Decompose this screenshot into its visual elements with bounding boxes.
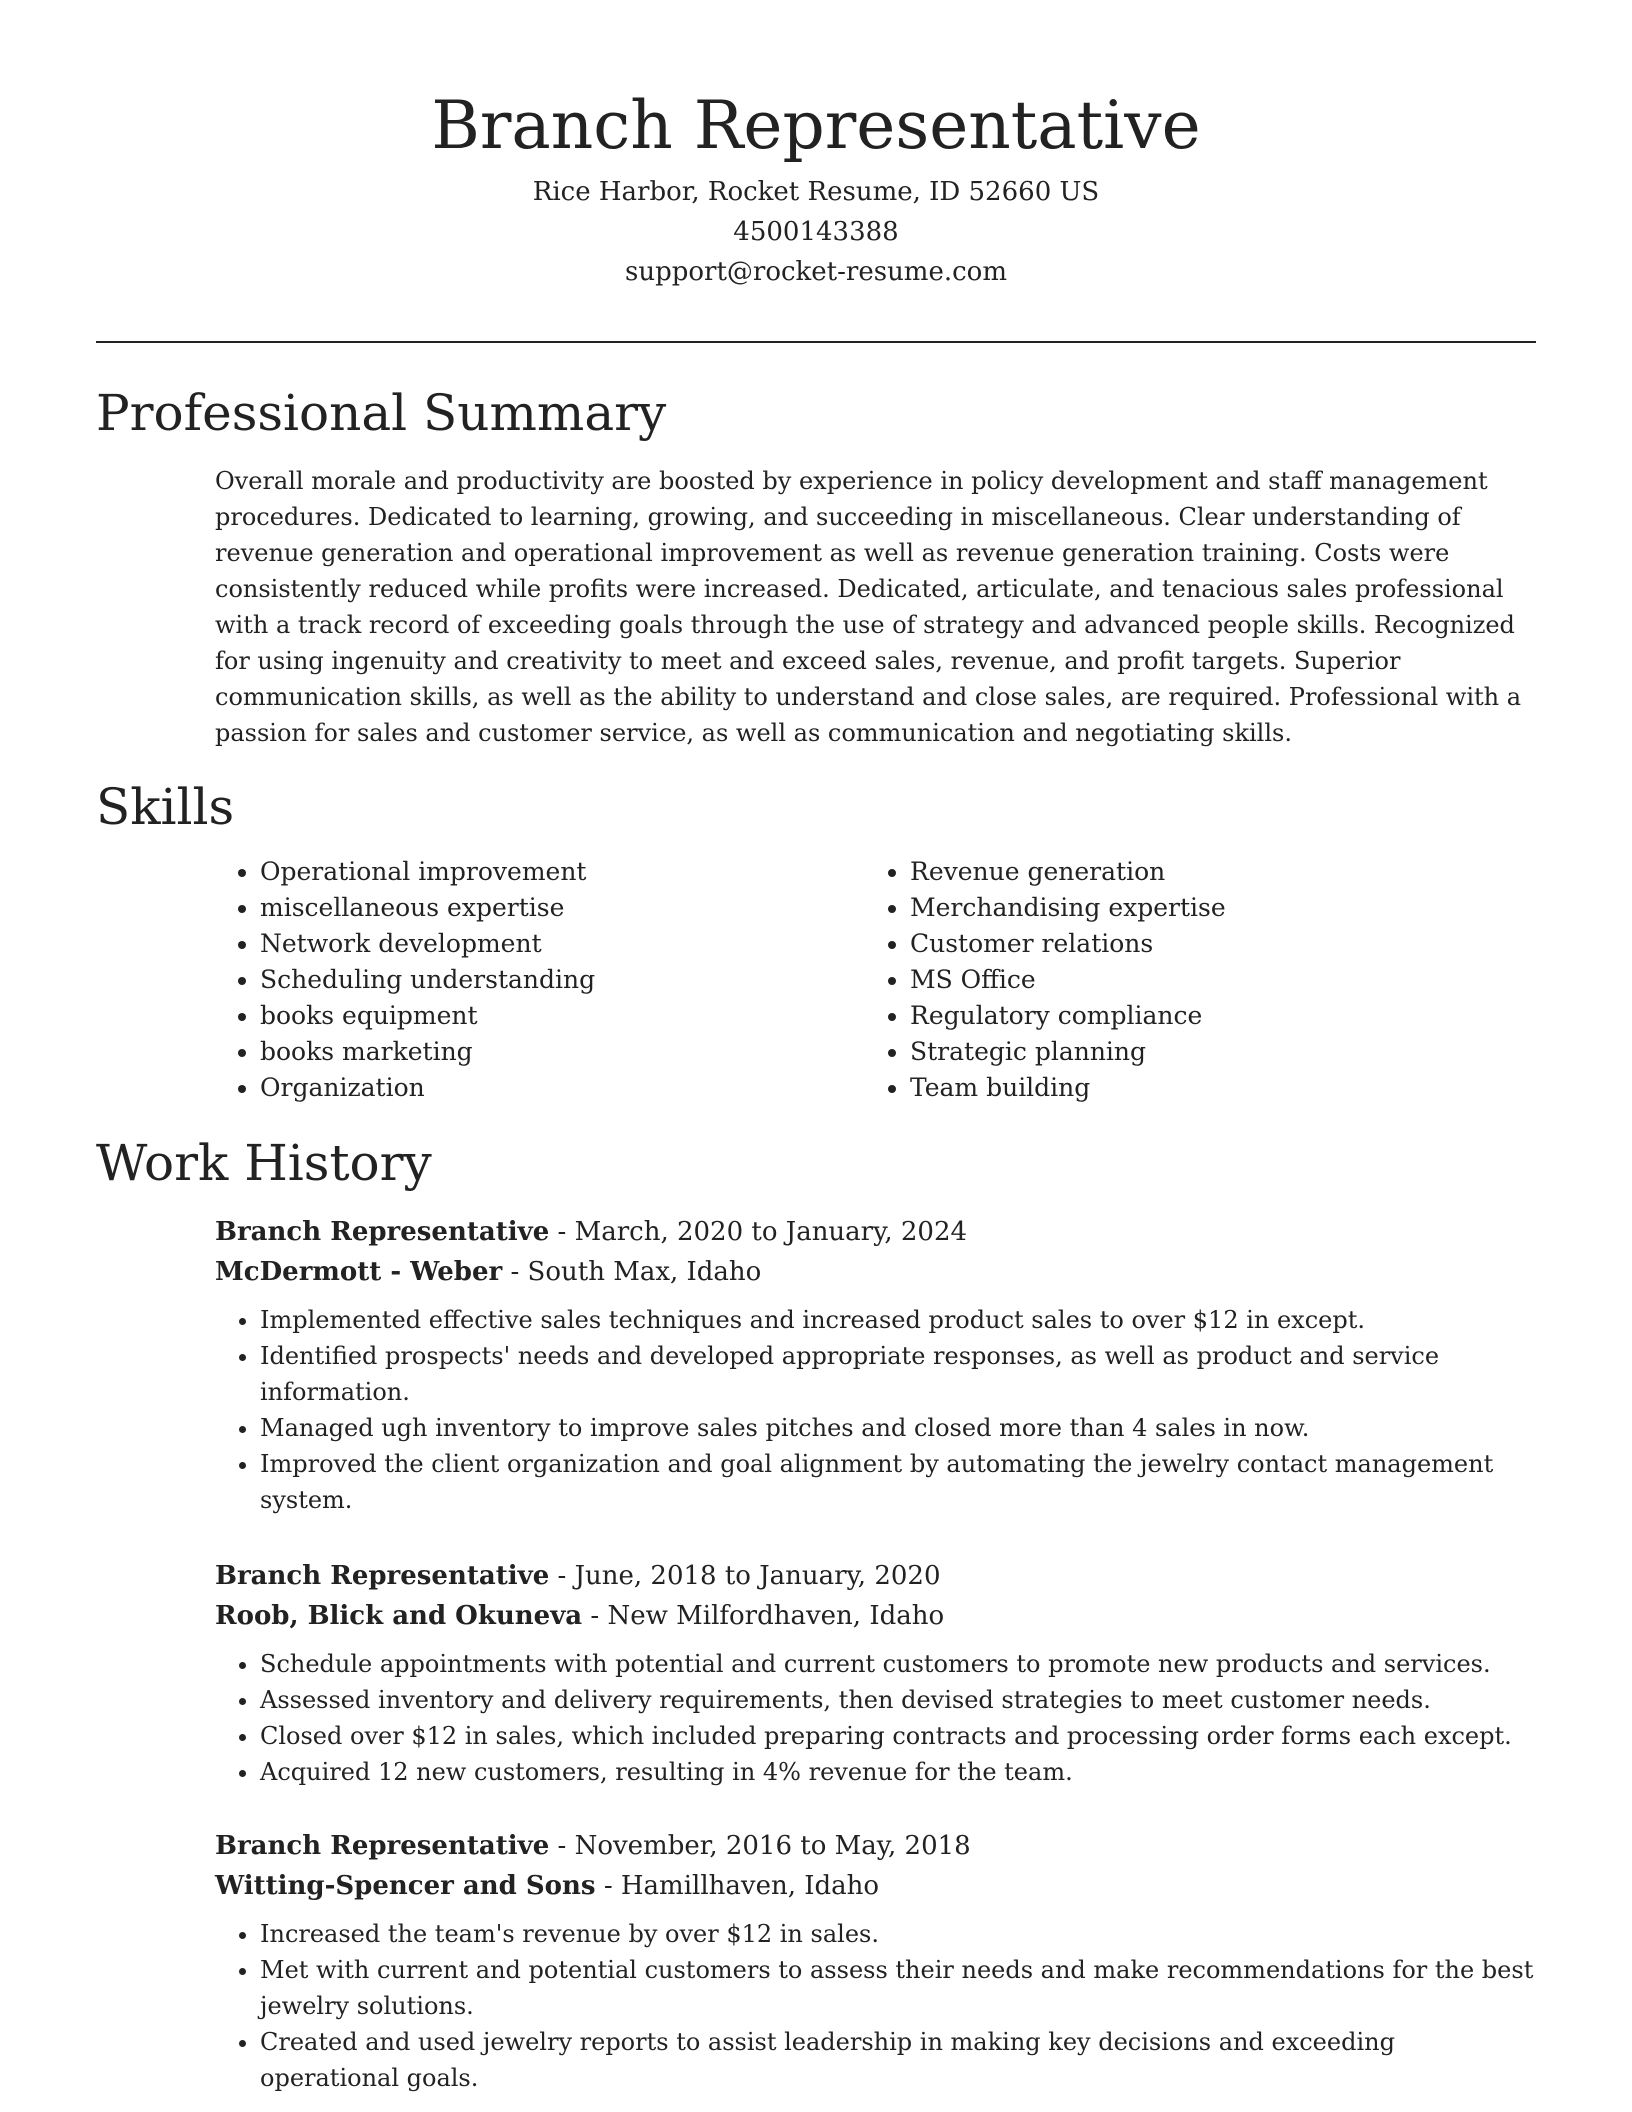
job-company-line <box>215 1596 1540 1636</box>
skill-item: • books marketing <box>260 1034 880 1070</box>
skill-item: • Network development <box>260 926 880 962</box>
header-divider <box>96 341 1536 343</box>
job-bullet: • Met with current and potential customers to assess their needs and make recommendations for the best jewelry solutions. <box>260 1952 1540 2024</box>
skill-item: • Strategic planning <box>910 1034 1530 1070</box>
job-entry <box>215 1212 1540 1518</box>
skill-item: • MS Office <box>910 962 1530 998</box>
job-title-line <box>215 1826 1540 1866</box>
job-title-line <box>215 1556 1540 1596</box>
job-title-line <box>215 1212 1540 1252</box>
job-bullet: • Improved the client organization and goal alignment by automating the jewelry contact management system. <box>260 1446 1540 1518</box>
job-role: Branch Representative <box>215 1217 550 1247</box>
skills-heading: Skills <box>96 778 235 836</box>
job-bullets <box>215 1916 1540 2096</box>
job-bullet: • Closed over $12 in sales, which included preparing contracts and processing order forms each except. <box>260 1718 1540 1754</box>
job-company: Witting-Spencer and Sons <box>215 1871 596 1901</box>
job-bullet: • Schedule appointments with potential and current customers to promote new products and services. <box>260 1646 1540 1682</box>
job-company: Roob, Blick and Okuneva <box>215 1601 583 1631</box>
job-dates: - March, 2020 to January, 2024 <box>549 1217 968 1247</box>
address-text: Rice Harbor, Rocket Resume, ID 52660 US <box>532 177 1100 207</box>
job-location: - South Max, Idaho <box>502 1257 762 1287</box>
job-bullets <box>215 1646 1540 1790</box>
job-role: Branch Representative <box>215 1561 550 1591</box>
job-bullet: • Identified prospects' needs and developed appropriate responses, as well as product and service information. <box>260 1338 1540 1410</box>
skill-item: • Scheduling understanding <box>260 962 880 998</box>
skill-item: • Team building <box>910 1070 1530 1106</box>
job-company-line <box>215 1252 1540 1292</box>
summary-heading: Professional Summary <box>96 384 667 442</box>
skill-item: • Customer relations <box>910 926 1530 962</box>
job-location: - New Milfordhaven, Idaho <box>582 1601 945 1631</box>
job-role: Branch Representative <box>215 1831 550 1861</box>
skill-item: • Regulatory compliance <box>910 998 1530 1034</box>
job-bullet: • Created and used jewelry reports to assist leadership in making key decisions and exceeding operational goals. <box>260 2024 1540 2096</box>
phone-text: 4500143388 <box>733 217 899 247</box>
job-bullets <box>215 1302 1540 1518</box>
job-dates: - June, 2018 to January, 2020 <box>549 1561 941 1591</box>
job-entry <box>215 1826 1540 2096</box>
skill-item: • Merchandising expertise <box>910 890 1530 926</box>
job-location: - Hamillhaven, Idaho <box>595 1871 880 1901</box>
job-entry <box>215 1556 1540 1790</box>
email-text: support@rocket-resume.com <box>624 257 1007 287</box>
work-history-heading: Work History <box>96 1134 432 1192</box>
job-company: McDermott - Weber <box>215 1257 503 1287</box>
skill-item: • Revenue generation <box>910 854 1530 890</box>
job-bullet: • Acquired 12 new customers, resulting in 4% revenue for the team. <box>260 1754 1540 1790</box>
skills-list-right <box>865 854 1530 1106</box>
skills-list-left <box>215 854 880 1106</box>
job-bullet: • Increased the team's revenue by over $12 in sales. <box>260 1916 1540 1952</box>
job-bullet: • Implemented effective sales techniques and increased product sales to over $12 in except. <box>260 1302 1540 1338</box>
skill-item: • miscellaneous expertise <box>260 890 880 926</box>
job-bullet: • Assessed inventory and delivery requirements, then devised strategies to meet customer needs. <box>260 1682 1540 1718</box>
candidate-name: Branch Representative <box>431 87 1201 164</box>
resume-header <box>0 80 1632 292</box>
skill-item: • Organization <box>260 1070 880 1106</box>
job-company-line <box>215 1866 1540 1906</box>
summary-text: Overall morale and productivity are boosted by experience in policy development and staff management procedures. Dedicated to learning, growing, and succeeding in miscellaneous. Clear understanding of revenue generation and operational improvement as well as revenue generation training. Costs were consistently reduced while profits were increased. Dedicated, articulate, and tenacious sales professional with a track record of exceeding goals through the use of strategy and advanced people skills. Recognized for using ingenuity and creativity to meet and exceed sales, revenue, and profit targets. Superior communication skills, as well as the ability to understand and close sales, are required. Professional with a passion for sales and customer service, as well as communication and negotiating skills. <box>215 467 1522 747</box>
skill-item: • books equipment <box>260 998 880 1034</box>
job-dates: - November, 2016 to May, 2018 <box>549 1831 971 1861</box>
skill-item: • Operational improvement <box>260 854 880 890</box>
job-bullet: • Managed ugh inventory to improve sales pitches and closed more than 4 sales in now. <box>260 1410 1540 1446</box>
